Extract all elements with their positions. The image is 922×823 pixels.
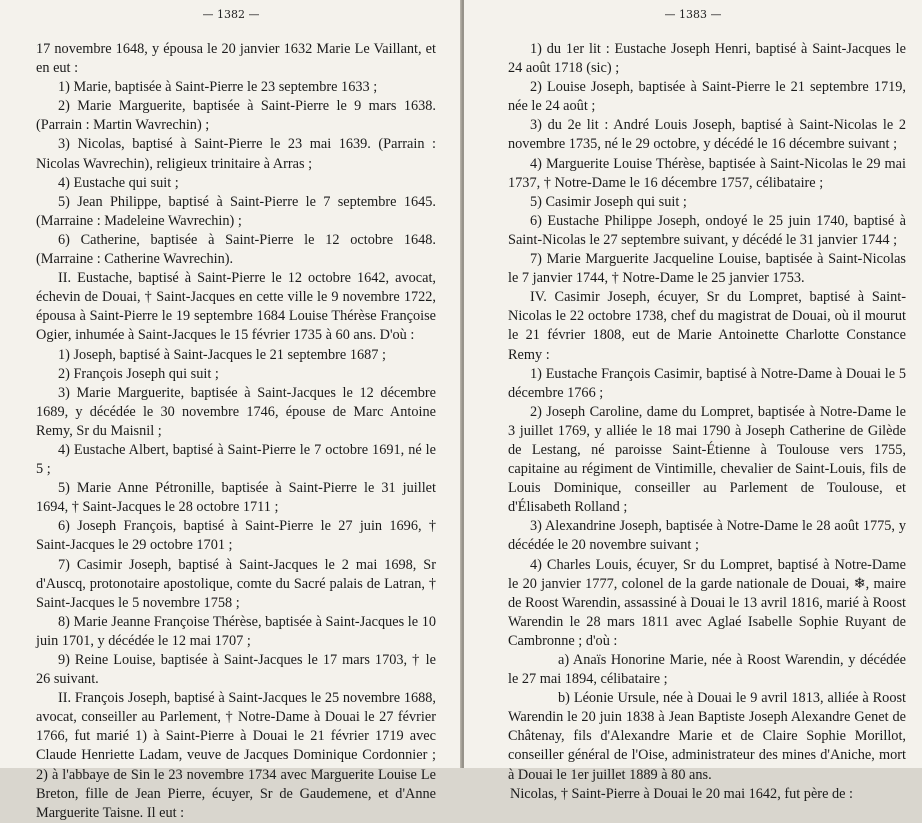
paragraph: 4) Charles Louis, écuyer, Sr du Lompret, baptisé à Notre-Dame le 20 janvier 1777, colonel de la garde nationale de Douai, ❄, maire de Roost Warendin, assassiné à Douai le 13 avril 1816, marié à Roost Warendin le 28 mars 1811 avec Aglaé Isabelle Sophie Ruyant de Cambronne ; d'où : [508,556,906,649]
paragraph: 3) Marie Marguerite, baptisée à Saint-Jacques le 12 décembre 1689, y décédée le 30 novembre 1746, épouse de Marc Antoine Remy, Sr du Maisnil ; [36,384,436,439]
paragraph: II. Eustache, baptisé à Saint-Pierre le 12 octobre 1642, avocat, échevin de Douai, † Saint-Jacques en cette ville le 9 novembre 1722, épousa à Saint-Pierre le 19 septembre 1684 Louise Thérèse Françoise Ogier, inhumée à Saint-Jacques le 15 février 1735 à 60 ans. D'où : [36,270,436,344]
paragraph: 2) Joseph Caroline, dame du Lompret, baptisée à Notre-Dame le 3 juillet 1769, y alliée le 18 mai 1790 à Joseph Catherine de Gilède de Lestang, né paroisse Saint-Étienne à Toulouse vers 1755, capitaine au régiment de Vintimille, chevalier de Saint-Louis, fils de Louis Dominique, conseiller au Parlement de Toulouse, et d'Élisabeth Rolland ; [508,403,906,516]
paragraph: 5) Casimir Joseph qui suit ; [530,193,687,210]
paragraph: 8) Marie Jeanne Françoise Thérèse, baptisée à Saint-Jacques le 10 juin 1701, y décédée le 12 mai 1707 ; [36,613,436,649]
paragraph: 5) Marie Anne Pétronille, baptisée à Saint-Pierre le 31 juillet 1694, † Saint-Jacques le 28 octobre 1711 ; [36,480,436,516]
paragraph: 1) Joseph, baptisé à Saint-Jacques le 21 septembre 1687 ; [58,346,386,363]
right-page [464,0,922,802]
left-page-text [36,40,436,823]
paragraph: 17 novembre 1648, y épousa le 20 janvier 1632 Marie Le Vaillant, et en eut : [36,41,436,77]
paragraph: 3) Alexandrine Joseph, baptisée à Notre-Dame le 28 août 1775, y décédée le 20 novembre suivant ; [508,518,906,554]
paragraph: IV. Casimir Joseph, écuyer, Sr du Lompret, baptisé à Saint-Nicolas le 22 octobre 1738, chef du magistrat de Douai, où il mourut le 21 février 1808, eut de Marie Antoinette Charlotte Constance Remy : [508,289,906,363]
page-number: — 1382 — [202,8,260,21]
left-page [0,0,462,821]
paragraph: 1) du 1er lit : Eustache Joseph Henri, baptisé à Saint-Jacques le 24 août 1718 (sic) ; [508,41,906,77]
paragraph: b) Léonie Ursule, née à Douai le 9 avril 1813, alliée à Roost Warendin le 20 juin 1838 à Jean Baptiste Joseph Alexandre Genet de Châtenay, fils d'Alexandre Marie et de Claire Sophie Morillot, conseiller général de l'Oise, administrateur des mines d'Aniche, mort à Douai le 1er juillet 1889 à 80 ans. [508,690,906,783]
paragraph: 4) Eustache Albert, baptisé à Saint-Pierre le 7 octobre 1691, né le 5 ; [36,441,436,478]
paragraph: 6) Catherine, baptisée à Saint-Pierre le 12 octobre 1648. (Marraine : Catherine Wavrechin). [36,231,436,268]
paragraph: 4) Marguerite Louise Thérèse, baptisée à Saint-Nicolas le 29 mai 1737, † Notre-Dame le 16 décembre 1757, célibataire ; [508,155,906,191]
paragraph: 6) Joseph François, baptisé à Saint-Pierre le 27 juin 1696, † Saint-Jacques le 29 octobre 1701 ; [36,518,436,554]
paragraph: Nicolas, † Saint-Pierre à Douai le 20 mai 1642, fut père de : [510,785,854,802]
paragraph: 1) Eustache François Casimir, baptisé à Notre-Dame à Douai le 5 décembre 1766 ; [508,365,906,401]
paragraph: 5) Jean Philippe, baptisé à Saint-Pierre le 7 septembre 1645. (Marraine : Madeleine Wavrechin) ; [36,193,436,229]
paragraph: 2) Marie Marguerite, baptisée à Saint-Pierre le 9 mars 1638. (Parrain : Martin Wavrechin) ; [36,98,436,134]
paragraph: 2) François Joseph qui suit ; [58,365,219,382]
paragraph: 9) Reine Louise, baptisée à Saint-Jacques le 17 mars 1703, † le 26 suivant. [36,652,436,688]
paragraph: 7) Casimir Joseph, baptisé à Saint-Jacques le 2 mai 1698, Sr d'Auscq, protonotaire apostolique, comte du Sacré palais de Latran, † Saint-Jacques le 5 novembre 1758 ; [36,556,436,611]
paragraph: 7) Marie Marguerite Jacqueline Louise, baptisée à Saint-Nicolas le 7 janvier 1744, † Notre-Dame le 25 janvier 1753. [508,251,906,287]
page-number: — 1383 — [664,8,722,21]
paragraph: II. François Joseph, baptisé à Saint-Jacques le 25 novembre 1688, avocat, conseiller au Parlement, † Notre-Dame à Douai le 27 février 1766, fut marié 1) à Saint-Pierre à Douai le 21 février 1719 avec Claude Henriette Ladam, veuve de Jacques Dominique Cordonnier ; 2) à l'abbaye de Sin le 23 novembre 1734 avec Marguerite Louise Le Breton, fille de Jean Pierre, écuyer, Sr de Gaudemene, et d'Anne Marguerite Taisne. Il eut : [36,690,436,821]
paragraph: 2) Louise Joseph, baptisée à Saint-Pierre le 21 septembre 1719, née le 24 août ; [508,79,906,115]
paragraph: 3) Nicolas, baptisé à Saint-Pierre le 23 mai 1639. (Parrain : Nicolas Wavrechin), religieux trinitaire à Arras ; [36,136,436,172]
paragraph: 4) Eustache qui suit ; [58,174,179,191]
right-page-text [508,40,906,804]
paragraph: 3) du 2e lit : André Louis Joseph, baptisé à Saint-Nicolas le 2 novembre 1735, né le 29 octobre, y décédé le 16 décembre suivant ; [508,117,906,153]
paragraph: 6) Eustache Philippe Joseph, ondoyé le 25 juin 1740, baptisé à Saint-Nicolas le 27 septembre suivant, y décédé le 31 janvier 1744 ; [508,212,906,248]
paragraph: 1) Marie, baptisée à Saint-Pierre le 23 septembre 1633 ; [58,79,378,96]
paragraph: a) Anaïs Honorine Marie, née à Roost Warendin, y décédée le 27 mai 1894, célibataire ; [508,652,906,688]
